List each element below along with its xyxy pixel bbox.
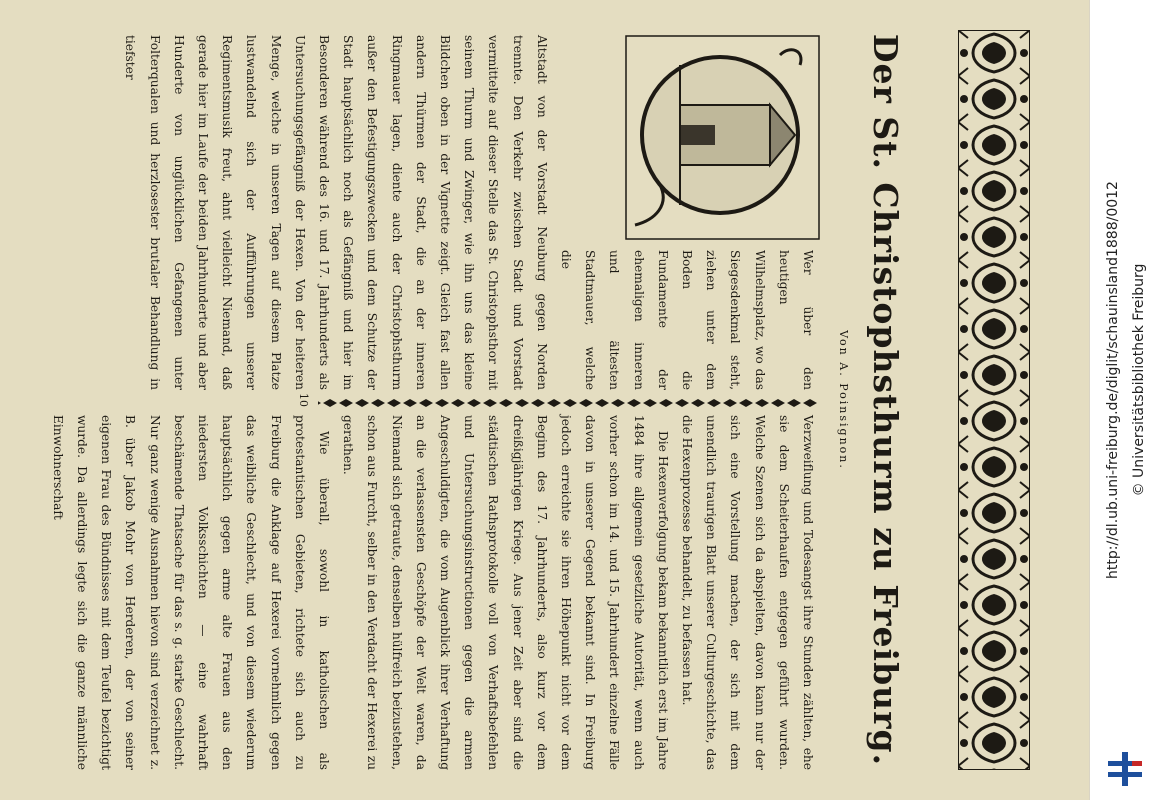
rotated-article: [40, 15, 1050, 785]
intro-paragraph: Wer über den heutigen Wilhelmsplatz, wo das Siegesdenkmal steht, ziehen unter dem Boden die Fundamente der ehemaligen inneren und ältesten Stadtmauer, welche die: [558, 250, 815, 390]
page-number: 10: [297, 393, 310, 407]
paragraph: Wie überall, sowohl in katholischen als protestantischen Gebieten, richtete sich auch zu Freiburg die Anklage auf Hexerei vornehmlich gegen das weibliche Geschlecht, und von diesem wiederum hauptsächlich gegen arme alte Frauen aus den niedersten Volksschichten — eine wahrhaft beschämende Thatsache für das s. g. starke Geschlecht. Nur ganz wenige Ausnahmen hievon sind verzeichnet z. B. über Jakob Mohr von Herderen, der von seiner eigenen Frau des Bündnisses mit dem Teufel bezichtigt wurde. Da allerdings legte sich die ganze männliche Einwohnerschaft: [50, 415, 331, 770]
tower-vignette-illustration: [625, 35, 820, 240]
paragraph: Verzweiflung und Todesangst ihre Stunden zählten, ehe sie dem Scheiterhaufen entgegen geführt wurden. Welche Szenen sich da abspielten, davon kann nur der sich eine Vorstellung machen, der sich mit dem unendlich traurigen Blatt unserer Culturgeschichte, das die Hexenprozesse behandelt, zu befassen hat.: [679, 415, 815, 770]
copyright-notice: © Universitätsbibliothek Freiburg: [1131, 263, 1147, 497]
column-separator-ornament: [318, 398, 818, 408]
article-title: Der St. Christophsthurm zu Freiburg.: [866, 33, 905, 767]
paragraph: Die Hexenverfolgung bekam bekanntlich erst im Jahre 1484 ihre allgemein gesetzliche Autorität, wenn auch vorher schon im 14. und 15. Jahrhundert einzelne Fälle davon in unserer Gegend bekannt sind. In Freiburg jedoch erreichte sie ihren Höhepunkt nicht vor dem Beginn des 17. Jahrhunderts, also kurz vor dem dreißigjährigen Kriege. Aus jener Zeit aber sind die städtischen Rathsprotokolle voll von Verhaftsbefehlen und Untersuchungsinstructionen gegen die armen Angeschuldigten, die vom Augenblick ihrer Verhaftung an die verlassensten Geschöpfe der Welt waren, da Niemand sich getraute, denselben hülfreich beizustehen, schon aus Furcht, selber in den Verdacht der Hexerei zu gerathen.: [341, 415, 670, 770]
article-author: Von A. Poinsignon.: [837, 330, 850, 470]
library-credit-strip: [1089, 0, 1160, 800]
library-logo-icon: [1108, 752, 1142, 786]
text-column-1: [118, 35, 820, 390]
paragraph: Altstadt von der Vorstadt Neuburg gegen Norden trennte. Den Verkehr zwischen Stadt und Vorstadt vermittelte auf dieser Stelle das St. Christophsthor mit seinem Thurm und Zwinger, wie ihn uns das kleine Bildchen oben in der Vignette zeigt. Gleich fast allen andern Thürmen der Stadt, die an der inneren Ringmauer lagen, diente auch der Christophsthurm außer den Befestigungszwecken und dem Schutze der Stadt hauptsächlich noch als Gefängniß und hier im Besonderen während des 16. und 17. Jahrhunderts als Untersuchungsgefängniß der Hexen. Von der heiteren Menge, welche in unseren Tagen auf diesem Platze lustwandelnd sich der Aufführungen unserer Regimentsmusik freut, ahnt vielleicht Niemand, daß gerade hier im Laufe der beiden Jahrhunderte und aber Hunderte von unglücklichen Gefangenen unter Folterqualen und herzlosester brutaler Behandlung in tiefster: [123, 35, 549, 390]
source-url[interactable]: http://dl.ub.uni-freiburg.de/diglit/schauinsland1888/0012: [1105, 181, 1121, 579]
ornamental-border: [958, 30, 1030, 770]
text-column-2: [46, 415, 821, 770]
